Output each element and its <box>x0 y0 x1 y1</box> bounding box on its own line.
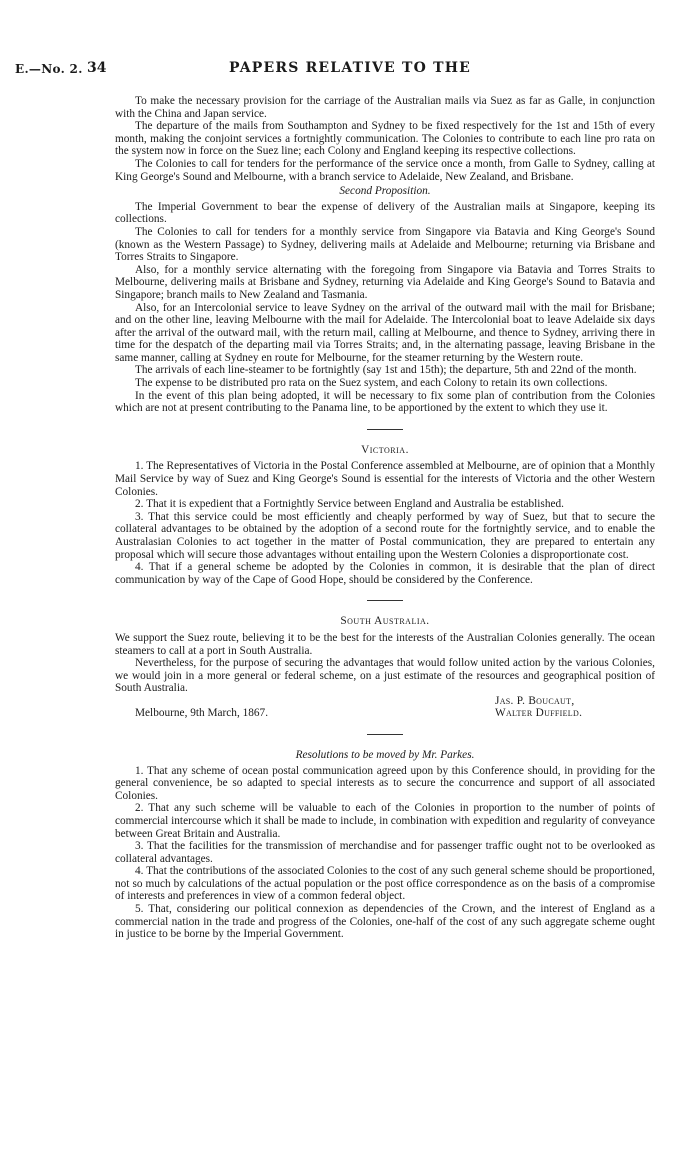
resolutions-section <box>115 749 655 941</box>
paragraph: 1. That any scheme of ocean postal communication agreed upon by this Conference should, in providing for the general convenience, be so adapted to special interests as to secure the concurrence and support of all associated Colonies. <box>115 764 655 802</box>
section-heading: Victoria. <box>361 443 409 456</box>
intro-section <box>115 95 655 183</box>
paragraph: To make the necessary provision for the carriage of the Australian mails via Suez as far as Galle, in conjunction with the China and Japan service. <box>115 95 655 120</box>
paragraph: The arrivals of each line-steamer to be fortnightly (say 1st and 15th); the departure, 5th and 22nd of the month. <box>135 364 637 377</box>
second-proposition-section <box>115 185 655 415</box>
section-divider <box>367 734 403 735</box>
section-heading: South Australia. <box>340 615 430 628</box>
paragraph: 1. The Representatives of Victoria in the Postal Conference assembled at Melbourne, are of opinion that a Monthly Mail Service by way of Suez and King George's Sound is essential for the interests of Victoria and the other Western Colonies. <box>115 460 655 498</box>
paragraph: Nevertheless, for the purpose of securing the advantages that would follow united action by the various Colonies, we would join in a more general or federal scheme, on a just estimate of the resources and geographical position of South Australia. <box>115 657 655 695</box>
signature-block <box>115 695 655 720</box>
signatory-name: Walter Duffield. <box>495 706 583 719</box>
paragraph: 5. That, considering our political connexion as dependencies of the Crown, and the interest of England as a commercial nation in the trade and progress of the Colonies, one-half of the cost of any such aggregate scheme ought in justice to be borne by the Imperial Government. <box>115 903 655 941</box>
paragraph: Also, for a monthly service alternating with the foregoing from Singapore via Batavia and Torres Straits to Melbourne, delivering mails at Brisbane and Sydney, returning via Adelaide and King George's Sound to Batavia and Singapore; branch mails to New Zealand and Tasmania. <box>115 263 655 301</box>
dateline: Melbourne, 9th March, 1867. <box>135 706 269 719</box>
paragraph: The expense to be distributed pro rata on the Suez system, and each Colony to retain its own collections. <box>135 377 608 390</box>
paragraph: 3. That the facilities for the transmission of merchandise and for passenger traffic ought not to be overlooked as collateral advantages. <box>115 840 655 865</box>
paragraph: The Colonies to call for tenders for the performance of the service once a month, from Galle to Sydney, calling at King George's Sound and Melbourne, with a branch service to Adelaide, New Zealand, and Brisbane. <box>115 157 655 183</box>
page-number: 34 <box>87 60 107 76</box>
paragraph: In the event of this plan being adopted, it will be necessary to fix some plan of contribution from the Colonies which are not at present contributing to the Panama line, to be apportioned by the extent to which they use it. <box>115 389 655 415</box>
south-australia-section <box>115 615 655 720</box>
paragraph: 2. That it is expedient that a Fortnightly Service between England and Australia be established. <box>135 498 564 511</box>
paragraph: 4. That the contributions of the associated Colonies to the cost of any such general scheme should be proportioned, not so much by calculations of the actual population or the post office correspondence as on the basis of a compromise of interests and preferences in view of a common federal object. <box>115 865 655 903</box>
paragraph: The Colonies to call for tenders for a monthly service from Singapore via Batavia and King George's Sound (known as the Western Passage) to Sydney, delivering mails at Adelaide and Melbourne; returning via Brisbane and Torres Straits to Singapore. <box>115 225 655 264</box>
victoria-section <box>115 444 655 587</box>
section-divider <box>367 600 403 601</box>
page-header <box>0 62 700 84</box>
section-heading: Second Proposition. <box>339 185 431 198</box>
paragraph: 4. That if a general scheme be adopted by the Colonies in common, it is desirable that the plan of direct communication by way of the Cape of Good Hope, should be considered by the Conference. <box>115 561 655 586</box>
paragraph: 3. That this service could be most efficiently and cheaply performed by way of Suez, but that to secure the collateral advantages to be obtained by the adoption of a second route for the fortnightly service, and to enable the Australasian Colonies to act together in the matter of Postal communication, they are prepared to entertain any proposal which will secure those advantages without entailing upon the Western Colonies a disproportionate cost. <box>115 510 655 561</box>
paragraph: The Imperial Government to bear the expense of delivery of the Australian mails at Singapore, keeping its collections. <box>115 200 655 226</box>
paragraph: The departure of the mails from Southampton and Sydney to be fixed respectively for the 1st and 15th of every month, making the conjoint services a fortnightly communication. The Colonies to contribute to each line pro rata on the system now in force on the Suez line; each Colony and England keeping its respective collections. <box>115 120 655 158</box>
document-reference: E.—No. 2. <box>15 62 83 76</box>
running-title: PAPERS RELATIVE TO THE <box>228 60 471 76</box>
paragraph: Also, for an Intercolonial service to leave Sydney on the arrival of the outward mail with the mail for Brisbane; and on the other line, leaving Melbourne with the mail for Adelaide. The Intercolonial boat to leave Adelaide six days after the arrival of the outward mail, with the return mail, calling at Melbourne, and thence to Sydney, arriving there in time for the despatch of the departing mail via Torres Straits; and, in the alternating passage, leaving Brisbane in the same manner, calling at Sydney en route for Melbourne, for the steamer returning by the Western route. <box>115 301 655 364</box>
signatory-name: Jas. P. Boucaut, <box>495 694 575 707</box>
paragraph: We support the Suez route, believing it to be the best for the interests of the Australian Colonies generally. The ocean steamers to call at a port in South Australia. <box>115 631 655 657</box>
section-heading: Resolutions to be moved by Mr. Parkes. <box>295 748 475 761</box>
section-divider <box>367 429 403 430</box>
paragraph: 2. That any such scheme will be valuable to each of the Colonies in proportion to the number of points of commercial intercourse which it shall be made to include, in combination with expedition and regularity of conveyance between Great Britain and Australia. <box>115 802 655 840</box>
document-body <box>115 95 655 941</box>
